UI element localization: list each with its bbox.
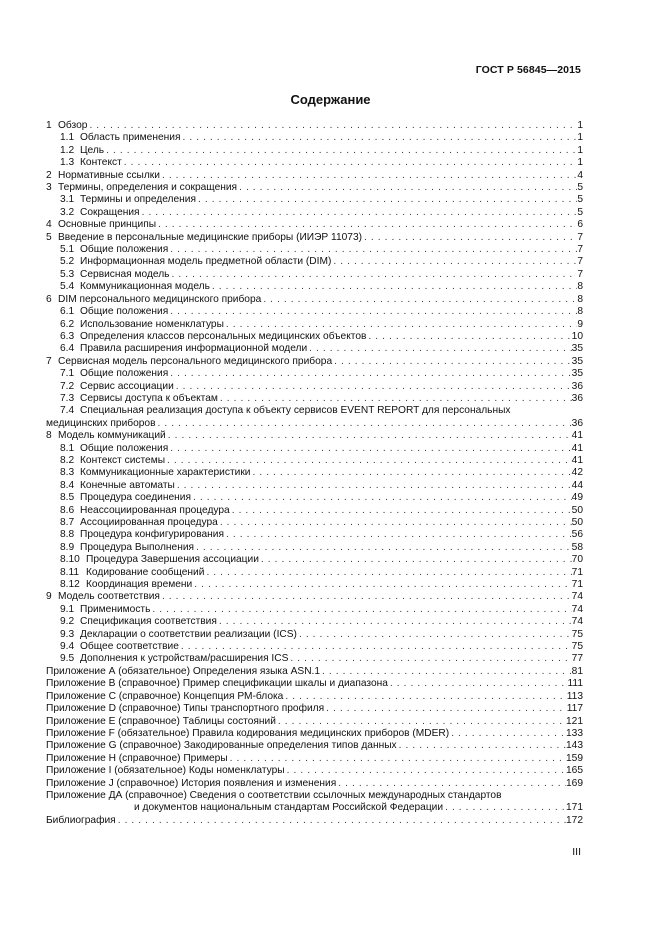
toc-leader-dots (283, 691, 566, 703)
toc-entry-label: Общие положения (80, 442, 169, 454)
toc-entry-page: 7 (577, 268, 583, 280)
toc-entry-label: Общие положения (80, 368, 169, 380)
toc-entry-label: Приложение F (обязательное) Правила кодирования медицинских приборов (MDER) (46, 727, 450, 739)
toc-entry-page: 1 (577, 144, 583, 156)
toc-entry (46, 728, 583, 740)
toc-entry-number: 7.2 (60, 380, 75, 392)
toc-leader-dots (160, 170, 577, 182)
toc-leader-dots (449, 728, 566, 740)
toc-leader-dots (285, 765, 566, 777)
toc-entry (46, 790, 583, 802)
toc-entry-page: 74 (571, 591, 583, 603)
toc-entry (46, 678, 583, 690)
toc-entry-page: 44 (571, 479, 583, 491)
toc-entry (46, 232, 583, 244)
toc-entry-number: 5.3 (60, 268, 75, 280)
toc-leader-dots (150, 604, 571, 616)
toc-entry-number: 1.1 (60, 132, 75, 144)
toc-entry (46, 319, 583, 331)
toc-leader-dots (259, 554, 572, 566)
toc-entry-number: 8.8 (60, 529, 75, 541)
toc-entry (46, 393, 583, 405)
toc-entry-number: 8.3 (60, 467, 75, 479)
toc-entry-page: 77 (571, 653, 583, 665)
toc-entry-number: 8.5 (60, 492, 75, 504)
toc-entry-page: 9 (577, 318, 583, 330)
toc-entry-label: Основные принципы (58, 219, 157, 231)
toc-entry (46, 505, 583, 517)
toc-entry-page: 10 (571, 330, 583, 342)
toc-entry-label: Введение в персональные медицинские приборы (ИИЭР 11073) (58, 231, 363, 243)
toc-entry-label: Процедура Завершения ассоциации (86, 554, 259, 566)
toc-entry-label: Приложение С (справочное) Концепция РМ-блока (46, 690, 284, 702)
toc-leader-dots (297, 629, 572, 641)
page-number: III (572, 846, 581, 858)
toc-entry-number: 5.1 (60, 244, 75, 256)
toc-leader-dots (87, 120, 577, 132)
toc-entry (46, 629, 583, 641)
toc-entry-number: 3.2 (60, 206, 75, 218)
toc-entry-label: Термины и определения (80, 194, 196, 206)
toc-entry-label: Обзор (58, 120, 88, 131)
toc-entry-number: 8 (46, 430, 52, 442)
toc-entry-label: Приложение D (справочное) Типы транспортного профиля (46, 703, 325, 715)
toc-entry-page: 36 (571, 380, 583, 392)
toc-entry (46, 604, 583, 616)
toc-entry-label: Коммуникационная модель (80, 281, 210, 293)
toc-entry-page: 1 (577, 132, 583, 144)
toc-entry (46, 753, 583, 765)
toc-entry (46, 579, 583, 591)
toc-entry-number: 1.3 (60, 157, 75, 169)
toc-leader-dots (122, 157, 578, 169)
toc-entry-page: 143 (566, 740, 583, 752)
toc-entry-page: 50 (571, 517, 583, 528)
toc-entry-page: 8 (577, 293, 583, 305)
toc-leader-dots (174, 381, 572, 393)
toc-entry-label: Термины, определения и сокращения (58, 182, 238, 194)
toc-leader-dots (160, 591, 572, 603)
toc-entry-number: 8.2 (60, 454, 75, 466)
toc-leader-dots (443, 802, 566, 814)
toc-entry (46, 703, 583, 715)
toc-leader-dots (230, 505, 572, 517)
toc-entry-number: 9.1 (60, 603, 75, 615)
toc-entry-page: 74 (571, 616, 583, 628)
toc-entry-page: 70 (571, 554, 583, 566)
toc-entry-number: 5.4 (60, 281, 75, 293)
toc-entry-number: 3.1 (60, 194, 75, 206)
toc-entry-number: 9.2 (60, 616, 75, 628)
toc-leader-dots (218, 393, 572, 405)
toc-entry (46, 517, 583, 529)
toc-entry-number: 8.6 (60, 504, 75, 516)
toc-entry (46, 467, 583, 479)
toc-entry-page: 50 (571, 504, 583, 516)
toc-entry (46, 418, 583, 430)
toc-entry-page: 41 (571, 454, 583, 466)
toc-entry-label: Ассоциированная процедура (80, 517, 218, 528)
toc-entry-label: Приложение В (справочное) Пример спецификации шкалы и диапазона (46, 678, 388, 690)
toc-entry-number: 4 (46, 219, 52, 231)
toc-entry-number: 9.3 (60, 628, 75, 640)
toc-entry-label: Коммуникационные характеристики (80, 467, 251, 479)
toc-entry (46, 492, 583, 504)
toc-entry-label: Сервисная модель персонального медицинского прибора (58, 355, 333, 367)
toc-entry-page: 8 (577, 281, 583, 293)
toc-entry-label: Нормативные ссылки (58, 169, 160, 181)
toc-entry (46, 306, 583, 318)
toc-entry (46, 641, 583, 653)
toc-entry-page: 49 (571, 492, 583, 504)
toc-entry (46, 765, 583, 777)
toc-entry-label: Неассоциированная процедура (80, 504, 230, 516)
toc-entry-label: медицинских приборов (46, 417, 156, 429)
toc-entry-label: Кодирование сообщений (86, 566, 205, 578)
toc-entry-page: 7 (577, 256, 583, 268)
toc-entry (46, 120, 583, 132)
toc-entry-page: 1 (577, 157, 583, 169)
toc-entry (46, 815, 583, 827)
toc-entry-label: Приложение Н (справочное) Примеры (46, 752, 228, 764)
toc-entry-page: 35 (571, 368, 583, 380)
toc-entry (46, 157, 583, 169)
toc-leader-dots (116, 815, 566, 827)
toc-leader-dots (331, 256, 577, 268)
toc-leader-dots (324, 703, 567, 715)
toc-entry (46, 716, 583, 728)
toc-entry (46, 269, 583, 281)
toc-entry-number: 8.4 (60, 479, 75, 491)
toc-entry-label: Общее соответствие (80, 641, 179, 653)
toc-entry-page: 111 (567, 678, 583, 690)
toc-entry-number: 6 (46, 293, 52, 305)
toc-entry-label: Общие положения (80, 244, 169, 256)
toc-leader-dots (307, 343, 571, 355)
toc-leader-dots (192, 579, 571, 591)
toc-entry-number: 8.1 (60, 442, 75, 454)
toc-entry-number: 7.1 (60, 368, 75, 380)
toc-entry-number: 3 (46, 182, 52, 194)
toc-entry-label: Правила расширения информационной модели (80, 343, 308, 355)
toc-entry-label: Применимость (80, 603, 151, 615)
toc-entry-page: 6 (577, 219, 583, 231)
toc-entry (46, 529, 583, 541)
toc-entry-page: 41 (571, 442, 583, 454)
toc-entry-number: 8.7 (60, 517, 75, 528)
toc-entry-label: Цель (80, 144, 105, 156)
toc-entry-page: 35 (571, 355, 583, 367)
toc-leader-dots (175, 480, 572, 492)
toc-entry-number: 9 (46, 591, 52, 603)
toc-leader-dots (170, 269, 578, 281)
toc-entry (46, 281, 583, 293)
toc-entry-page: 5 (577, 182, 583, 194)
toc-entry-page: 36 (571, 417, 583, 429)
toc-entry (46, 256, 583, 268)
toc-leader-dots (366, 331, 571, 343)
toc-entry-label: Контекст системы (80, 454, 166, 466)
toc-leader-dots (276, 716, 566, 728)
toc-entry-page: 56 (571, 529, 583, 541)
toc-leader-dots (168, 368, 571, 380)
toc-entry-page: 159 (566, 752, 583, 764)
toc-entry-number: 2 (46, 169, 52, 181)
toc-entry (46, 331, 583, 343)
toc-entry-label: Процедура конфигурирования (80, 529, 225, 541)
toc-entry-page: 81 (571, 665, 583, 677)
toc-entry (46, 616, 583, 628)
toc-entry-page: 8 (577, 306, 583, 318)
toc-leader-dots (179, 641, 572, 653)
toc-entry (46, 170, 583, 182)
toc-entry-label: Координация времени (86, 579, 193, 591)
toc-leader-dots (140, 207, 578, 219)
toc-entry (46, 294, 583, 306)
toc-leader-dots (196, 194, 577, 206)
toc-entry-page: 74 (571, 603, 583, 615)
toc-entry (46, 244, 583, 256)
toc-entry-page: 1 (577, 120, 583, 131)
toc-entry-label: Сокращения (80, 206, 140, 218)
toc-entry-label: Общие положения (80, 306, 169, 318)
toc-entry-label: Сервисы доступа к объектам (80, 392, 218, 404)
toc-leader-dots (168, 306, 577, 318)
toc-leader-dots (228, 753, 566, 765)
toc-entry-page: 71 (571, 579, 583, 591)
toc-entry (46, 802, 583, 814)
toc-entry-label: Определения классов персональных медицинских объектов (80, 330, 367, 342)
toc-leader-dots (156, 219, 577, 231)
toc-entry-label: Приложение А (обязательное) Определения языка ASN.1 (46, 665, 321, 677)
toc-entry (46, 567, 583, 579)
toc-entry-number: 9.4 (60, 641, 75, 653)
toc-entry (46, 343, 583, 355)
toc-entry-number: 8.12 (60, 579, 80, 591)
toc-entry-number: 5.2 (60, 256, 75, 268)
toc-entry-number: 7.3 (60, 392, 75, 404)
toc-entry-label: Приложение Е (справочное) Таблицы состояний (46, 715, 276, 727)
toc-entry-page: 35 (571, 343, 583, 355)
toc-entry-page: 4 (577, 169, 583, 181)
toc-leader-dots (237, 182, 577, 194)
toc-entry-page: 165 (566, 765, 583, 777)
toc-entry (46, 207, 583, 219)
toc-entry (46, 132, 583, 144)
table-of-contents (46, 120, 583, 827)
toc-entry-label: Декларации о соответствии реализации (ICS) (80, 628, 297, 640)
toc-entry (46, 194, 583, 206)
toc-entry (46, 666, 583, 678)
toc-entry-page: 7 (577, 244, 583, 256)
toc-entry-number: 6.3 (60, 330, 75, 342)
toc-entry-number: 9.5 (60, 653, 75, 665)
toc-entry-label: Модель коммуникаций (58, 430, 166, 442)
toc-entry (46, 778, 583, 790)
toc-entry-page: 36 (571, 392, 583, 404)
toc-entry-label: Процедура Выполнения (80, 541, 195, 553)
toc-entry-number: 1 (46, 120, 52, 131)
toc-entry-number: 5 (46, 231, 52, 243)
toc-entry-page: 117 (566, 703, 583, 715)
toc-entry (46, 591, 583, 603)
toc-leader-dots (168, 244, 577, 256)
toc-entry-label: Использование номенклатуры (80, 318, 224, 330)
toc-entry-label: Область применения (80, 132, 181, 144)
toc-leader-dots (388, 678, 568, 690)
toc-leader-dots (336, 778, 566, 790)
toc-entry-page: 75 (571, 628, 583, 640)
toc-entry-page: 75 (571, 641, 583, 653)
toc-entry-label: Приложение I (обязательное) Коды номенклатуры (46, 765, 285, 777)
toc-leader-dots (166, 430, 572, 442)
toc-entry-label: и документов национальным стандартам Российской Федерации (134, 802, 444, 814)
toc-entry-number: 8.9 (60, 541, 75, 553)
toc-entry-page: 5 (577, 194, 583, 206)
toc-leader-dots (288, 653, 571, 665)
toc-entry-label: Процедура соединения (80, 492, 191, 504)
toc-leader-dots (332, 356, 572, 368)
toc-entry-number: 7.4 (60, 405, 75, 417)
toc-entry (46, 219, 583, 231)
toc-entry (46, 405, 583, 417)
toc-leader-dots (210, 281, 577, 293)
document-code: ГОСТ Р 56845—2015 (475, 64, 581, 76)
toc-entry-label: Приложение G (справочное) Закодированные определения типов данных (46, 740, 397, 752)
toc-entry (46, 480, 583, 492)
toc-entry (46, 740, 583, 752)
toc-entry (46, 653, 583, 665)
toc-entry-label: Специальная реализация доступа к объекту сервисов EVENT REPORT для персональных (80, 405, 511, 417)
toc-entry-page: 58 (571, 541, 583, 553)
toc-leader-dots (320, 666, 572, 678)
toc-title: Содержание (290, 92, 371, 107)
toc-leader-dots (168, 443, 571, 455)
toc-entry-label: Спецификация соответствия (80, 616, 217, 628)
toc-leader-dots (156, 418, 572, 430)
toc-entry-page: 169 (566, 777, 583, 789)
toc-entry-number: 6.2 (60, 318, 75, 330)
toc-entry-label: Сервис ассоциации (80, 380, 174, 392)
toc-entry-label: Приложение ДА (справочное) Сведения о соответствии ссылочных международных стандартов (46, 789, 502, 801)
toc-entry-number: 6.4 (60, 343, 75, 355)
toc-leader-dots (250, 467, 571, 479)
toc-entry (46, 455, 583, 467)
toc-entry-number: 8.10 (60, 554, 80, 566)
toc-entry-label: Информационная модель предметной области (DIM) (80, 256, 332, 268)
toc-leader-dots (104, 145, 577, 157)
toc-entry-label: Модель соответствия (58, 591, 160, 603)
toc-leader-dots (218, 517, 572, 529)
toc-entry (46, 356, 583, 368)
toc-leader-dots (224, 529, 572, 541)
toc-leader-dots (191, 492, 572, 504)
toc-entry-page: 171 (566, 802, 583, 814)
toc-entry (46, 542, 583, 554)
toc-leader-dots (194, 542, 572, 554)
toc-entry (46, 430, 583, 442)
toc-leader-dots (362, 232, 577, 244)
toc-leader-dots (224, 319, 577, 331)
toc-entry-page: 133 (566, 727, 583, 739)
toc-entry-number: 7 (46, 355, 52, 367)
toc-entry-label: DIM персонального медицинского прибора (58, 293, 262, 305)
toc-leader-dots (397, 740, 566, 752)
toc-entry (46, 381, 583, 393)
toc-leader-dots (180, 132, 577, 144)
toc-entry-number: 6.1 (60, 306, 75, 318)
toc-entry (46, 554, 583, 566)
toc-entry-number: 8.11 (60, 566, 80, 578)
toc-leader-dots (261, 294, 577, 306)
toc-entry-label: Приложение J (справочное) История появления и изменения (46, 777, 337, 789)
toc-entry-label: Конечные автоматы (80, 479, 175, 491)
toc-entry-page: 172 (566, 814, 583, 826)
toc-entry-page: 5 (577, 206, 583, 218)
toc-entry (46, 443, 583, 455)
toc-entry-number: 1.2 (60, 144, 75, 156)
toc-leader-dots (204, 567, 571, 579)
toc-leader-dots (217, 616, 572, 628)
toc-entry-page: 41 (571, 430, 583, 442)
toc-entry-label: Контекст (80, 157, 122, 169)
toc-entry-page: 71 (571, 566, 583, 578)
toc-entry (46, 368, 583, 380)
toc-entry-label: Дополнения к устройствам/расширения ICS (80, 653, 289, 665)
toc-entry-label: Библиография (46, 814, 116, 826)
toc-entry (46, 182, 583, 194)
toc-entry-label: Сервисная модель (80, 268, 170, 280)
toc-entry-page: 42 (571, 467, 583, 479)
toc-entry (46, 145, 583, 157)
toc-entry (46, 691, 583, 703)
toc-entry-page: 113 (566, 690, 583, 702)
toc-entry-page: 7 (577, 231, 583, 243)
toc-leader-dots (165, 455, 572, 467)
toc-entry-page: 121 (566, 715, 583, 727)
